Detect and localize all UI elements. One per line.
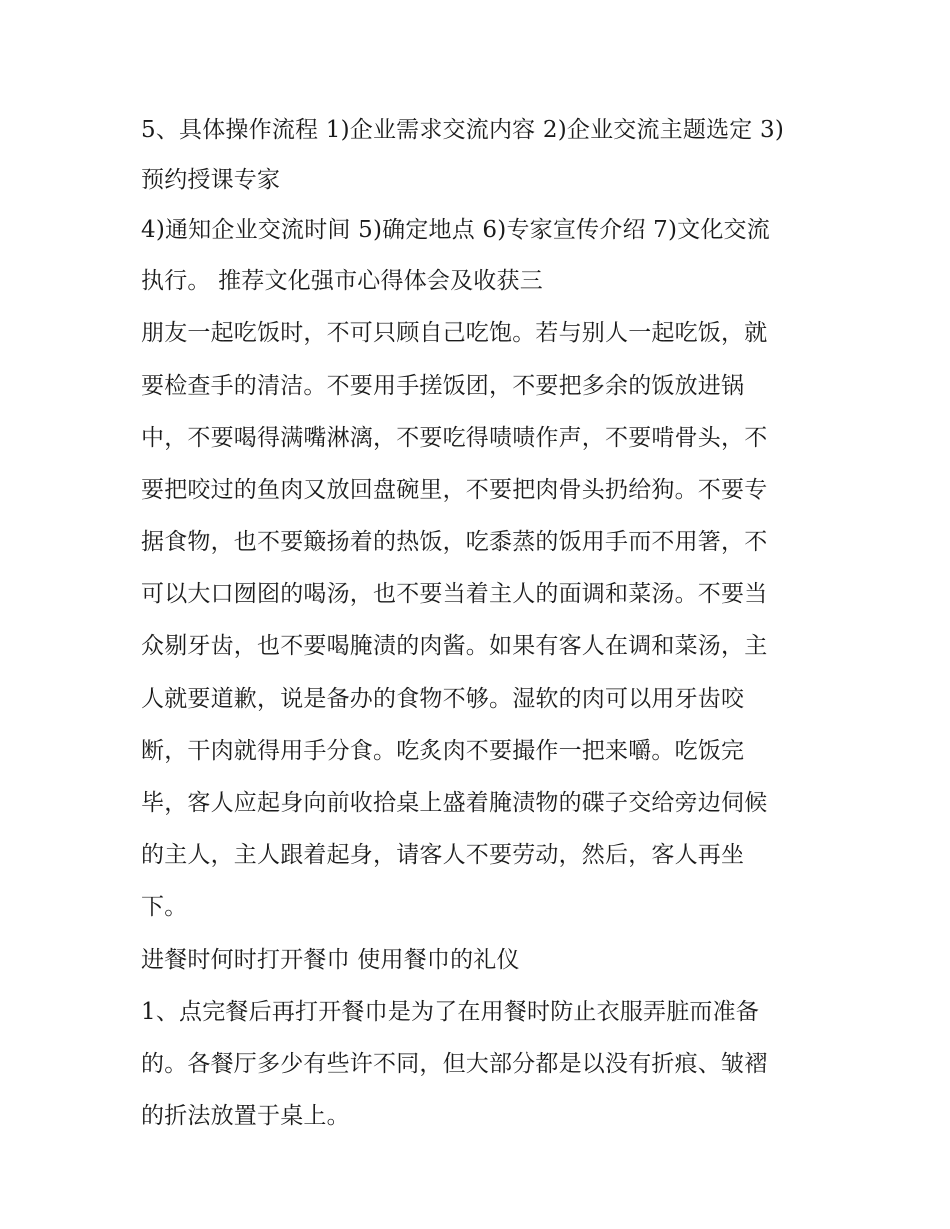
- text-line-2: 预约授课专家: [141, 167, 281, 193]
- text-line-8: 要把咬过的鱼肉又放回盘碗里，不要把肉骨头扔给狗。不要专: [141, 477, 768, 503]
- text-line-18: 1、点完餐后再打开餐巾是为了在用餐时防止衣服弄脏而准备: [141, 999, 760, 1025]
- text-line-11: 众剔牙齿，也不要喝腌渍的肉酱。如果有客人在调和菜汤，主: [141, 633, 768, 659]
- text-line-3: 4)通知企业交流时间 5)确定地点 6)专家宣传介绍 7)文化交流: [141, 217, 770, 243]
- text-line-12: 人就要道歉，说是备办的食物不够。湿软的肉可以用牙齿咬: [141, 686, 745, 712]
- text-line-13: 断，干肉就得用手分食。吃炙肉不要撮作一把来嚼。吃饭完: [141, 738, 745, 764]
- text-line-6: 要检查手的清洁。不要用手搓饭团，不要把多余的饭放进锅: [141, 373, 745, 399]
- text-line-16: 下。: [141, 894, 188, 920]
- text-line-9: 据食物，也不要簸扬着的热饭，吃黍蒸的饭用手而不用箸，不: [141, 529, 768, 555]
- text-line-20: 的折法放置于桌上。: [141, 1103, 350, 1129]
- text-line-15: 的主人，主人跟着起身，请客人不要劳动，然后，客人再坐: [141, 842, 745, 868]
- text-line-19: 的。各餐厅多少有些许不同，但大部分都是以没有折痕、皱褶: [141, 1051, 768, 1077]
- text-line-10: 可以大口囫囵的喝汤，也不要当着主人的面调和菜汤。不要当: [141, 581, 768, 607]
- text-line-7: 中，不要喝得满嘴淋漓，不要吃得啧啧作声，不要啃骨头，不: [141, 425, 768, 451]
- text-line-1: 5、具体操作流程 1)企业需求交流内容 2)企业交流主题选定 3): [141, 117, 784, 143]
- text-line-5: 朋友一起吃饭时，不可只顾自己吃饱。若与别人一起吃饭，就: [141, 320, 768, 346]
- section-heading: 进餐时何时打开餐巾 使用餐巾的礼仪: [141, 947, 520, 973]
- text-line-4: 执行。 推荐文化强市心得体会及收获三: [141, 268, 543, 294]
- text-line-14: 毕，客人应起身向前收拾桌上盛着腌渍物的碟子交给旁边伺候: [141, 790, 768, 816]
